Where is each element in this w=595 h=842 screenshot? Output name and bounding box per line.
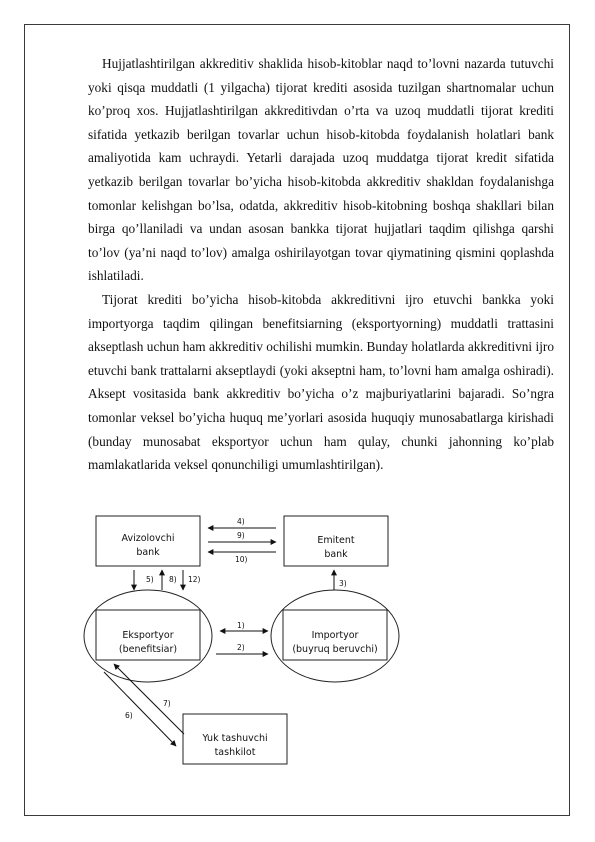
importyor-node [271,590,399,682]
arrow-7 [114,664,184,734]
label-5: 5) [146,575,154,584]
eksportyor-node [84,590,212,682]
eksportyor-label-1: Eksportyor [122,630,174,641]
label-9: 9) [237,531,245,540]
importyor-label-1: Importyor [311,630,359,641]
avizolovchi-bank-box [96,516,200,566]
label-1: 1) [237,621,245,630]
yuk-tashuvchi-box [183,714,287,764]
label-2: 2) [237,643,245,652]
yuk-label-1: Yuk tashuvchi [202,733,268,744]
arrow-6 [104,672,176,746]
label-7: 7) [163,699,171,708]
label-3: 3) [339,579,347,588]
label-12: 12) [188,575,201,584]
avizolovchi-label-2: bank [136,547,160,558]
paragraph-2: Tijorat krediti bo’yicha hisob-kitobda akkreditivni ijro etuvchi bankka yoki importyorga taqdim qilingan benefitsiarning (eksportyorning) muddatli trattasini akseptlash uchun ham akkreditiv ochilishi mumkin. Bunday holatlarda akkreditivni ijro etuvchi bank trattalarni akseptlaydi (yoki akseptni ham, to’lovni ham amalga oshiradi). Aksept vositasida bank akkreditiv bo’yicha o’z majburiyatlarini bajaradi. So’ngra tomonlar veksel bo’yicha huquq me’yorlari asosida huquqiy munosabatlarga kirishadi (bunday munosabat eksportyor uchun ham qulay, chunki jahonning ko’plab mamlakatlarida veksel qonunchiligi umumlashtirilgan). [88,291,554,473]
paragraph-1: Hujjatlashtirilgan akkreditiv shaklida hisob-kitoblar naqd to’lovni nazarda tutuvchi yoki qisqa muddatli (1 yilgacha) tijorat krediti asosida tuzilgan shartnomalar uchun ko’proq xos. Hujjatlashtirilgan akkreditivdan o’rta va uzoq muddatli tijorat krediti sifatida yetkazib berilgan tovarlar uchun hisob-kitobda foydalanish holatlari bank amaliyotida kam uchraydi. Yetarli darajada uzoq muddatga tijorat kredit sifatida yetkazib berilgan tovarlar bo’yicha hisob-kitobda akkreditiv shakldan foydalanishga tomonlar kelishgan bo’lsa, odatda, akkreditiv hisob-kitobning boshqa shakllari bilan birga qo’llaniladi va undan asosan bankka tijorat hujjatlari taqdim qilishga qarshi to’lov (ya’ni naqd to’lov) amalga oshirilayotgan tovar qiymatining qismini qoplashda ishlatiladi. [88,56,554,284]
yuk-label-2: tashkilot [214,747,256,758]
importyor-label-2: (buyruq beruvchi) [292,644,378,655]
label-10: 10) [235,555,248,564]
eksportyor-label-2: (benefitsiar) [118,644,178,655]
avizolovchi-label-1: Avizolovchi [121,533,175,544]
label-6: 6) [125,711,133,720]
label-8: 8) [169,575,177,584]
emitent-label-2: bank [324,549,348,560]
label-4: 4) [237,517,245,526]
emitent-label-1: Emitent [317,535,355,546]
emitent-bank-box [284,516,388,566]
